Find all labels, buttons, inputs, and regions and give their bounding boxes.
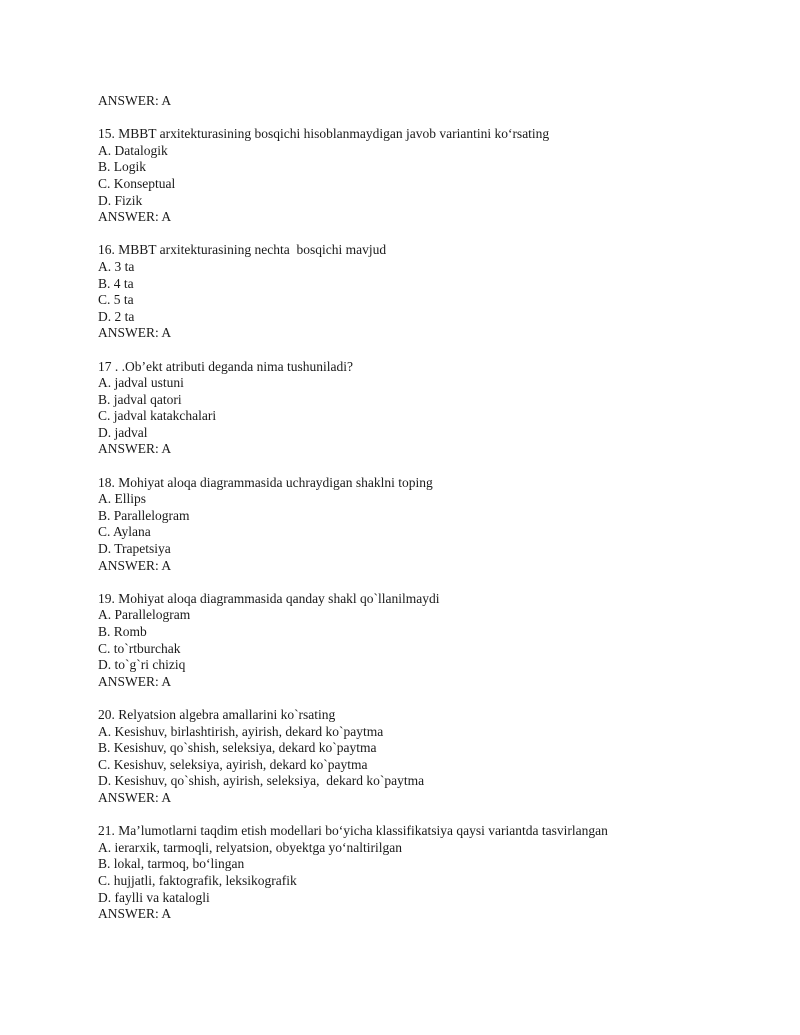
option-d: D. faylli va katalogli (98, 889, 210, 905)
option-c: C. Kesishuv, seleksiya, ayirish, dekard ko`paytma (98, 756, 368, 772)
spacer (98, 110, 778, 127)
option-c: C. Aylana (98, 524, 151, 540)
question-block (98, 126, 778, 226)
question-block (98, 591, 778, 691)
option-a: A. ierarxik, tarmoqli, relyatsion, obyektga yo‘naltirilgan (98, 839, 403, 855)
question-text: 18. Mohiyat aloqa diagrammasida uchraydigan shaklni toping (98, 474, 433, 490)
question-text: 20. Relyatsion algebra amallarini ko`rsating (98, 706, 336, 722)
option-d: D. Trapetsiya (98, 541, 171, 557)
question-text: 16. MBBT arxitekturasining nechta bosqichi mavjud (98, 242, 387, 258)
spacer (98, 226, 778, 243)
option-d: D. to`g`ri chiziq (98, 657, 186, 673)
option-a: A. Parallelogram (98, 607, 191, 623)
question-block (98, 242, 778, 342)
question-text: 15. MBBT arxitekturasining bosqichi hisoblanmaydigan javob variantini ko‘rsating (98, 126, 550, 142)
question-text: 19. Mohiyat aloqa diagrammasida qanday shakl qo`llanilmaydi (98, 590, 440, 606)
option-c: C. Konseptual (98, 175, 176, 191)
option-b: B. Romb (98, 624, 147, 639)
option-a: A. Kesishuv, birlashtirish, ayirish, dekard ko`paytma (98, 723, 384, 739)
option-c: C. 5 ta (98, 292, 134, 308)
answer-line: ANSWER: A (98, 209, 172, 225)
question-block (98, 359, 778, 459)
spacer (98, 342, 778, 359)
answer-line: ANSWER: A (98, 325, 172, 341)
option-d: D. jadval (98, 424, 148, 440)
option-d: D. Fizik (98, 192, 143, 208)
question-block (98, 475, 778, 575)
option-b: B. 4 ta (98, 275, 134, 291)
answer-line: ANSWER: A (98, 673, 172, 689)
spacer (98, 458, 778, 475)
question-text: 21. Ma’lumotlarni taqdim etish modellari bo‘yicha klassifikatsiya qaysi variantda tasvirlangan (98, 823, 608, 839)
option-b: B. jadval qatori (98, 391, 182, 407)
option-b: B. Logik (98, 159, 147, 175)
option-c: C. hujjatli, faktografik, leksikografik (98, 872, 297, 888)
answer-line: ANSWER: A (98, 906, 172, 922)
answer-line: ANSWER: A (98, 93, 172, 108)
option-b: B. Parallelogram (98, 507, 190, 523)
spacer (98, 807, 778, 824)
option-a: A. jadval ustuni (98, 375, 184, 391)
option-c: C. jadval katakchalari (98, 408, 217, 424)
question-block (98, 707, 778, 807)
option-a: A. Datalogik (98, 142, 168, 158)
option-b: B. lokal, tarmoq, bo‘lingan (98, 856, 245, 872)
question-text: 17 . .Ob’ekt atributi deganda nima tushuniladi? (98, 358, 353, 374)
answer-line: ANSWER: A (98, 441, 172, 457)
option-d: D. Kesishuv, qo`shish, ayirish, seleksiya, dekard ko`paytma (98, 773, 425, 789)
question-block (98, 823, 778, 923)
spacer (98, 574, 778, 591)
spacer (98, 690, 778, 707)
option-c: C. to`rtburchak (98, 640, 181, 656)
option-d: D. 2 ta (98, 308, 135, 324)
answer-line: ANSWER: A (98, 789, 172, 805)
option-b: B. Kesishuv, qo`shish, seleksiya, dekard ko`paytma (98, 740, 377, 756)
option-a: A. Ellips (98, 491, 147, 507)
answer-line: ANSWER: A (98, 557, 172, 573)
option-a: A. 3 ta (98, 258, 135, 274)
document-page (98, 93, 778, 923)
